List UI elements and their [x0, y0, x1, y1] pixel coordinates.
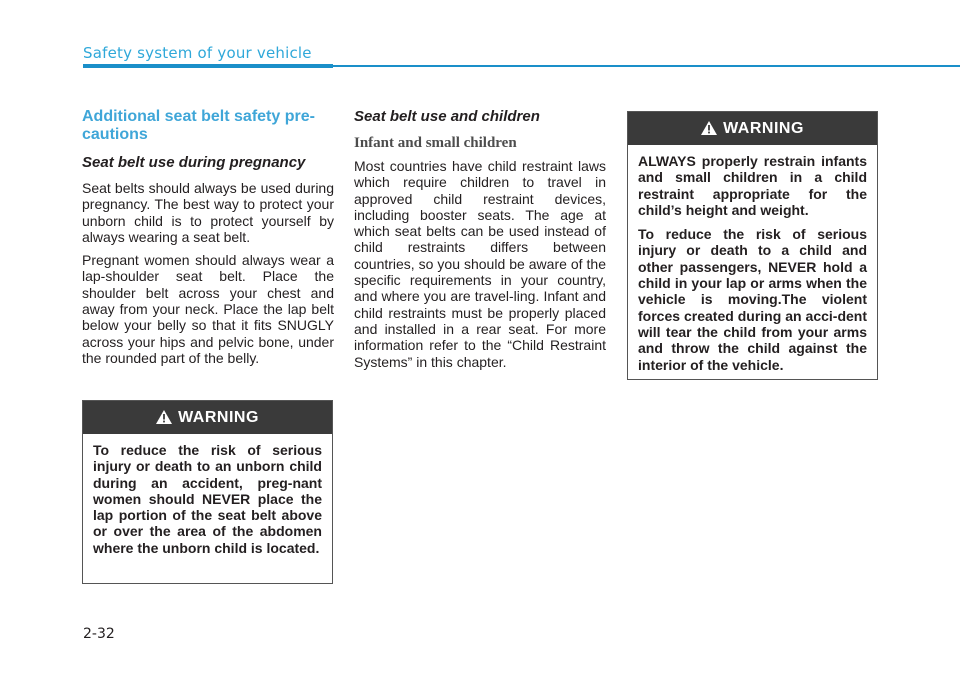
warning-box-children	[627, 111, 878, 380]
warning-text: To reduce the risk of serious injury or death to a child and other passengers, NEVER hold a child in your lap or arms when the vehicle is moving.The violent forces created during an acci-dent will tear the child from your arms and throw the child against the interior of the vehicle.	[638, 226, 867, 373]
section-title: Additional seat belt safety pre-cautions	[82, 108, 315, 143]
page-number: 2-32	[83, 626, 115, 642]
warning-bar	[628, 112, 877, 145]
paragraph: Most countries have child restraint laws which require children to travel in approved child restraint devices, including booster seats. The age at which seat belts can be used instead of child restraints differs between countries, so you should be aware of the specific requirements in your country, and where you are travel-ling. Infant and child restraints must be properly placed and installed in a rear seat. For more information refer to the “Child Restraint Systems” in this chapter.	[354, 158, 606, 370]
header-rule-thin	[333, 65, 960, 67]
subheading-infant: Infant and small children	[354, 135, 517, 151]
page-header-title: Safety system of your vehicle	[83, 44, 312, 62]
warning-label: WARNING	[723, 119, 804, 137]
column-1	[82, 108, 334, 373]
subheading-pregnancy: Seat belt use during pregnancy	[82, 154, 306, 171]
paragraph: Pregnant women should always wear a lap-shoulder seat belt. Place the shoulder belt across your chest and away from your neck. Place the lap belt below your belly so that it fits SNUGLY across your hips and pelvic bone, under the rounded part of the belly.	[82, 252, 334, 366]
warning-text: To reduce the risk of serious injury or death to an unborn child during an accident, preg-nant women should NEVER place the lap portion of the seat belt above or over the area of the abdomen where the unborn child is located.	[93, 442, 322, 556]
warning-label: WARNING	[178, 408, 259, 426]
warning-triangle-icon	[701, 121, 717, 135]
column-2	[354, 108, 606, 377]
warning-bar	[83, 401, 332, 434]
subheading-children: Seat belt use and children	[354, 108, 540, 125]
header-rule-thick	[83, 64, 333, 68]
warning-box-pregnancy	[82, 400, 333, 584]
warning-triangle-icon	[156, 410, 172, 424]
paragraph: Seat belts should always be used during pregnancy. The best way to protect your unborn child is to protect yourself by always wearing a seat belt.	[82, 180, 334, 245]
warning-text: ALWAYS properly restrain infants and small children in a child restraint appropriate for the child’s height and weight.	[638, 153, 867, 218]
